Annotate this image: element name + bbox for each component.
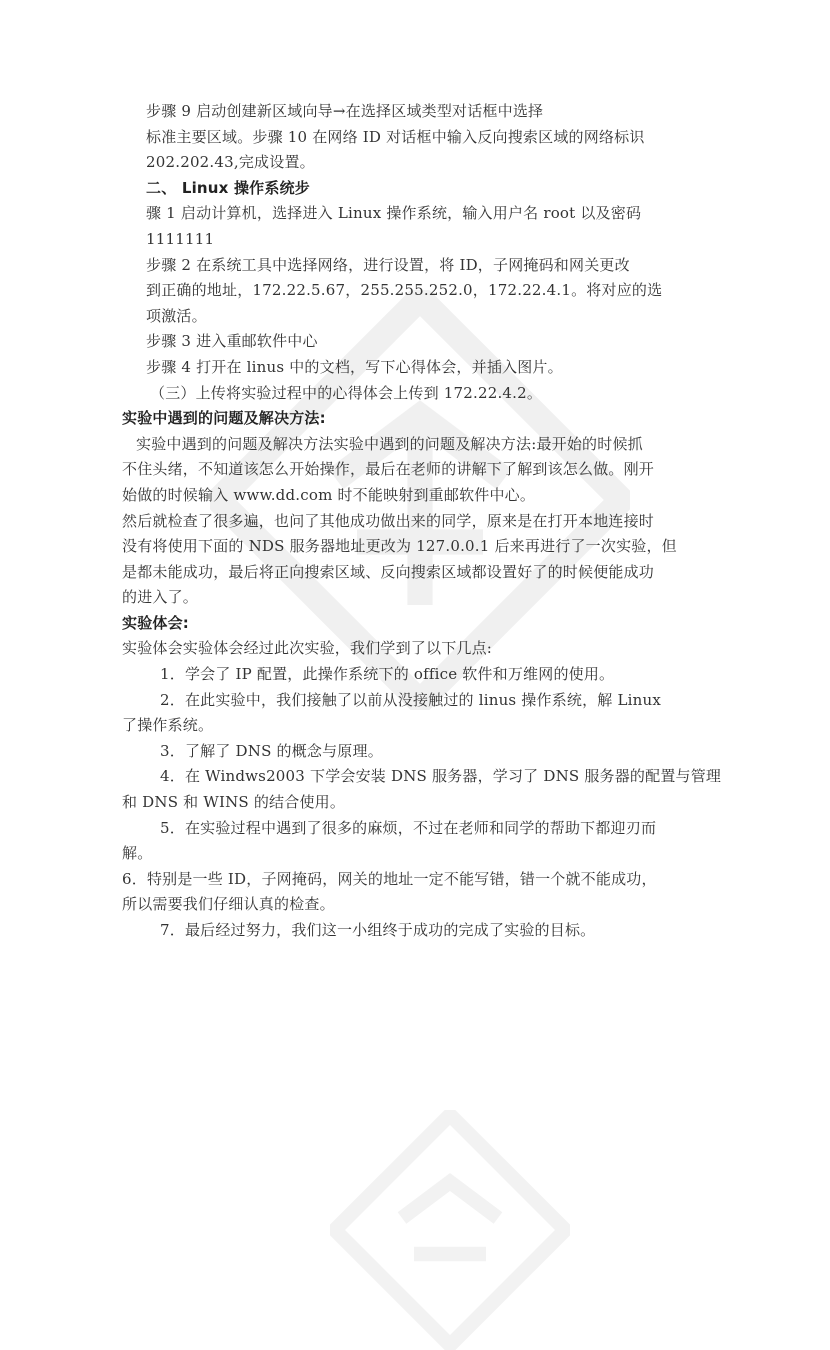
experience-heading: 实验体会:	[122, 613, 189, 632]
list-item: 6．特别是一些 ID，子网掩码，网关的地址一定不能写错，错一个就不能成功，	[122, 869, 657, 888]
list-item-continuation: 所以需要我们仔细认真的检查。	[122, 895, 335, 914]
upload-line: （三）上传将实验过程中的心得体会上传到 172.22.4.2。	[150, 383, 543, 402]
paragraph-line: 是都未能成功，最后将正向搜索区域、反向搜索区域都设置好了的时候便能成功	[122, 562, 655, 581]
paragraph-line: 实验中遇到的问题及解决方法实验中遇到的问题及解决方法:最开始的时候抓	[136, 434, 643, 453]
paragraph-line: 的进入了。	[122, 588, 199, 607]
paragraph-line: 没有将使用下面的 NDS 服务器地址更改为 127.0.0.1 后来再进行了一次实验，但	[122, 537, 677, 556]
paragraph-line: 始做的时候输入 www.dd.com 时不能映射到重邮软件中心。	[122, 485, 536, 504]
list-item-continuation: 了操作系统。	[122, 716, 214, 735]
step-line: 1111111	[146, 229, 215, 248]
step-line: 步骤 4 打开在 linus 中的文档，写下心得体会，并插入图片。	[146, 357, 563, 376]
step-line: 项激活。	[146, 306, 207, 325]
document-body	[122, 99, 722, 944]
paragraph-line: 202.202.43,完成设置。	[146, 153, 315, 172]
list-item-continuation: 解。	[122, 844, 153, 863]
list-item: 2．在此实验中，我们接触了以前从没接触过的 linus 操作系统，解 Linux	[160, 690, 662, 709]
step-line: 步骤 3 进入重邮软件中心	[146, 332, 318, 351]
problems-heading: 实验中遇到的问题及解决方法:	[122, 409, 326, 428]
step-line: 骤 1 启动计算机，选择进入 Linux 操作系统，输入用户名 root 以及密码	[146, 204, 642, 223]
step-line: 到正确的地址，172.22.5.67，255.255.252.0，172.22.4.1。将对应的选	[146, 281, 663, 300]
paragraph-line: 步骤 9 启动创建新区域向导→在选择区域类型对话框中选择	[146, 102, 544, 120]
list-item: 4．在 Windws2003 下学会安装 DNS 服务器，学习了 DNS 服务器的配置与管理	[160, 767, 722, 786]
list-item-continuation: 和 DNS 和 WINS 的结合使用。	[122, 793, 346, 812]
paragraph-line: 标准主要区域。步骤 10 在网络 ID 对话框中输入反向搜索区域的网络标识	[146, 127, 645, 146]
watermark-icon	[330, 1110, 570, 1350]
list-item: 7．最后经过努力，我们这一小组终于成功的完成了实验的目标。	[160, 921, 596, 939]
paragraph-line: 不住头绪，不知道该怎么开始操作，最后在老师的讲解下了解到该怎么做。刚开	[122, 460, 655, 479]
step-line: 步骤 2 在系统工具中选择网络，进行设置，将 ID，子网掩码和网关更改	[146, 255, 630, 274]
paragraph-line: 然后就检查了很多遍，也问了其他成功做出来的同学，原来是在打开本地连接时	[122, 511, 655, 530]
section-heading-linux: 二、 Linux 操作系统步	[146, 178, 310, 197]
list-item: 1．学会了 IP 配置，此操作系统下的 office 软件和万维网的使用。	[160, 665, 615, 684]
list-item: 5．在实验过程中遇到了很多的麻烦，不过在老师和同学的帮助下都迎刃而	[160, 818, 657, 837]
list-item: 3．了解了 DNS 的概念与原理。	[160, 741, 383, 760]
experience-intro: 实验体会实验体会经过此次实验，我们学到了以下几点:	[122, 639, 493, 658]
